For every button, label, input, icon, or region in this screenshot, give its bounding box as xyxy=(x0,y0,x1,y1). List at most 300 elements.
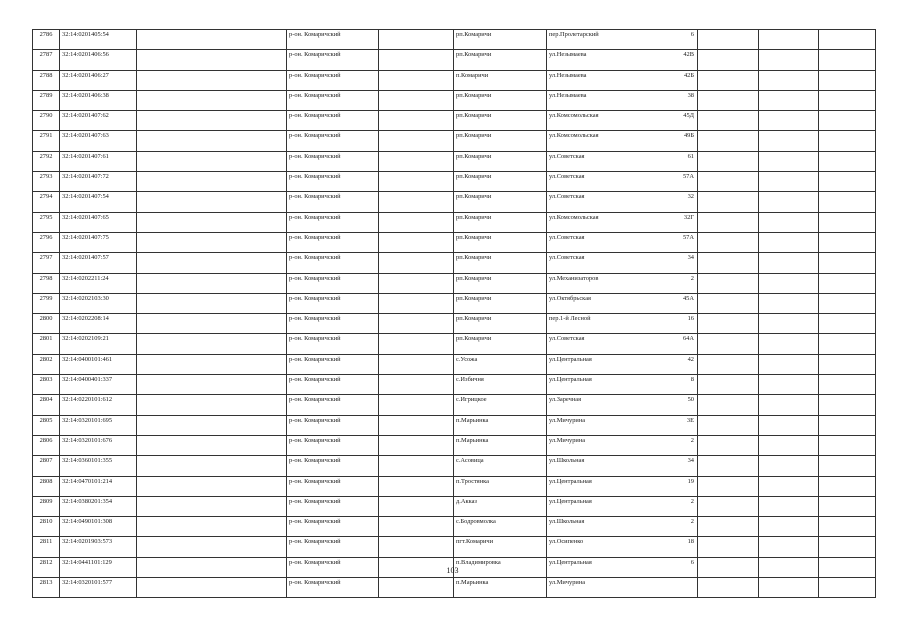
empty-cell xyxy=(379,151,454,171)
empty-cell xyxy=(698,111,759,131)
empty-cell xyxy=(379,111,454,131)
settlement-cell: с.Игрицкое xyxy=(454,395,547,415)
row-number-cell: 2787 xyxy=(33,50,60,70)
empty-cell xyxy=(137,435,287,455)
table-row xyxy=(33,395,876,415)
empty-cell xyxy=(379,334,454,354)
house-number-text: 45А xyxy=(682,294,694,302)
empty-cell xyxy=(379,212,454,232)
settlement-cell: рп.Комаричи xyxy=(454,314,547,334)
settlement-cell: п.Марьинка xyxy=(454,415,547,435)
district-cell: р-он. Комаричский xyxy=(287,111,379,131)
house-number-text: 57А xyxy=(682,173,694,181)
empty-cell xyxy=(137,253,287,273)
settlement-cell: с.Асовица xyxy=(454,456,547,476)
empty-cell xyxy=(819,212,876,232)
empty-cell xyxy=(379,253,454,273)
district-cell: р-он. Комаричский xyxy=(287,90,379,110)
empty-cell xyxy=(137,131,287,151)
district-cell: р-он. Комаричский xyxy=(287,212,379,232)
empty-cell xyxy=(137,111,287,131)
empty-cell xyxy=(379,496,454,516)
district-cell: р-он. Комаричский xyxy=(287,354,379,374)
cadastral-number-cell: 32:14:0201407:65 xyxy=(60,212,137,232)
street-house-cell xyxy=(547,517,698,537)
table-row xyxy=(33,435,876,455)
empty-cell xyxy=(819,293,876,313)
street-house-cell xyxy=(547,395,698,415)
empty-cell xyxy=(819,375,876,395)
street-house-cell xyxy=(547,90,698,110)
empty-cell xyxy=(759,151,819,171)
empty-cell xyxy=(137,151,287,171)
street-text: ул.Комсомольская xyxy=(549,213,599,221)
district-cell: р-он. Комаричский xyxy=(287,334,379,354)
settlement-cell: рп.Комаричи xyxy=(454,253,547,273)
district-cell: р-он. Комаричский xyxy=(287,415,379,435)
street-house-cell xyxy=(547,476,698,496)
empty-cell xyxy=(698,476,759,496)
registry-table-body xyxy=(33,30,876,598)
empty-cell xyxy=(819,192,876,212)
empty-cell xyxy=(698,354,759,374)
house-number-text: 45Д xyxy=(683,112,694,120)
house-number-text: 6 xyxy=(690,558,694,566)
empty-cell xyxy=(698,172,759,192)
house-number-text: 34 xyxy=(687,254,694,262)
house-number-text: 18 xyxy=(687,538,694,546)
table-row xyxy=(33,415,876,435)
empty-cell xyxy=(379,293,454,313)
empty-cell xyxy=(137,90,287,110)
empty-cell xyxy=(698,314,759,334)
street-house-cell xyxy=(547,30,698,50)
street-text: ул.Комсомольская xyxy=(549,132,599,140)
row-number-cell: 2799 xyxy=(33,293,60,313)
district-cell: р-он. Комаричский xyxy=(287,517,379,537)
table-row xyxy=(33,578,876,598)
district-cell: р-он. Комаричский xyxy=(287,253,379,273)
settlement-cell: рп.Комаричи xyxy=(454,172,547,192)
empty-cell xyxy=(759,131,819,151)
house-number-text: 16 xyxy=(687,315,694,323)
district-cell: р-он. Комаричский xyxy=(287,476,379,496)
row-number-cell: 2804 xyxy=(33,395,60,415)
empty-cell xyxy=(698,517,759,537)
empty-cell xyxy=(379,50,454,70)
empty-cell xyxy=(759,30,819,50)
table-row xyxy=(33,314,876,334)
cadastral-number-cell: 32:14:0201407:54 xyxy=(60,192,137,212)
row-number-cell: 2809 xyxy=(33,496,60,516)
empty-cell xyxy=(379,273,454,293)
street-house-cell xyxy=(547,131,698,151)
row-number-cell: 2798 xyxy=(33,273,60,293)
settlement-cell: п.Марьинка xyxy=(454,435,547,455)
row-number-cell: 2788 xyxy=(33,70,60,90)
street-house-cell xyxy=(547,212,698,232)
cadastral-number-cell: 32:14:0400101:461 xyxy=(60,354,137,374)
empty-cell xyxy=(379,395,454,415)
settlement-cell: п.Марьинка xyxy=(454,578,547,598)
settlement-cell: рп.Комаричи xyxy=(454,151,547,171)
street-text: ул.Советская xyxy=(549,173,585,181)
cadastral-number-cell: 32:14:0441101:129 xyxy=(60,557,137,577)
street-house-cell xyxy=(547,273,698,293)
street-text: пер.Пролетарский xyxy=(549,31,599,38)
street-house-cell xyxy=(547,415,698,435)
house-number-text: 50 xyxy=(687,396,694,404)
row-number-cell: 2789 xyxy=(33,90,60,110)
settlement-cell: с.Усожа xyxy=(454,354,547,374)
empty-cell xyxy=(698,375,759,395)
settlement-cell: с.Бодровмолка xyxy=(454,517,547,537)
table-row xyxy=(33,30,876,50)
street-text: ул.Октябрьская xyxy=(549,294,591,302)
street-text: ул.Советская xyxy=(549,193,585,201)
empty-cell xyxy=(379,192,454,212)
empty-cell xyxy=(819,70,876,90)
empty-cell xyxy=(698,70,759,90)
empty-cell xyxy=(137,50,287,70)
cadastral-number-cell: 32:14:0201407:62 xyxy=(60,111,137,131)
street-text: пер.1-й Лесной xyxy=(549,315,591,323)
house-number-text: 42 xyxy=(687,355,694,363)
cadastral-number-cell: 32:14:0201407:72 xyxy=(60,172,137,192)
empty-cell xyxy=(698,212,759,232)
district-cell: р-он. Комаричский xyxy=(287,375,379,395)
street-text: ул.Механизаторов xyxy=(549,274,599,282)
street-text: ул.Советская xyxy=(549,335,585,343)
settlement-cell: рп.Комаричи xyxy=(454,334,547,354)
empty-cell xyxy=(379,435,454,455)
table-row xyxy=(33,354,876,374)
district-cell: р-он. Комаричский xyxy=(287,30,379,50)
table-row xyxy=(33,375,876,395)
settlement-cell: рп.Комаричи xyxy=(454,293,547,313)
empty-cell xyxy=(759,232,819,252)
street-text: ул.Мичурина xyxy=(549,579,586,587)
empty-cell xyxy=(819,456,876,476)
house-number-text: 32Г xyxy=(683,213,694,221)
street-house-cell xyxy=(547,293,698,313)
district-cell: р-он. Комаричский xyxy=(287,293,379,313)
empty-cell xyxy=(137,70,287,90)
cadastral-number-cell: 32:14:0201407:63 xyxy=(60,131,137,151)
street-text: ул.Незымаева xyxy=(549,91,587,99)
street-house-cell xyxy=(547,334,698,354)
empty-cell xyxy=(819,537,876,557)
table-row xyxy=(33,456,876,476)
empty-cell xyxy=(379,578,454,598)
empty-cell xyxy=(137,496,287,516)
row-number-cell: 2802 xyxy=(33,354,60,374)
empty-cell xyxy=(137,192,287,212)
row-number-cell: 2793 xyxy=(33,172,60,192)
street-house-cell xyxy=(547,435,698,455)
empty-cell xyxy=(698,50,759,70)
row-number-cell: 2811 xyxy=(33,537,60,557)
table-row xyxy=(33,212,876,232)
empty-cell xyxy=(137,537,287,557)
street-house-cell xyxy=(547,537,698,557)
cadastral-number-cell: 32:14:0201903:573 xyxy=(60,537,137,557)
empty-cell xyxy=(137,375,287,395)
row-number-cell: 2786 xyxy=(33,30,60,50)
empty-cell xyxy=(379,537,454,557)
street-text: ул.Центральная xyxy=(549,376,592,384)
house-number-text: 38 xyxy=(687,91,694,99)
empty-cell xyxy=(819,496,876,516)
table-row xyxy=(33,334,876,354)
empty-cell xyxy=(819,395,876,415)
settlement-cell: рп.Комаричи xyxy=(454,212,547,232)
empty-cell xyxy=(819,334,876,354)
house-number-text: 2 xyxy=(690,497,694,505)
empty-cell xyxy=(379,172,454,192)
row-number-cell: 2791 xyxy=(33,131,60,151)
district-cell: р-он. Комаричский xyxy=(287,50,379,70)
row-number-cell: 2805 xyxy=(33,415,60,435)
settlement-cell: д.Акказ xyxy=(454,496,547,516)
empty-cell xyxy=(759,476,819,496)
empty-cell xyxy=(137,172,287,192)
empty-cell xyxy=(759,578,819,598)
row-number-cell: 2806 xyxy=(33,435,60,455)
empty-cell xyxy=(698,435,759,455)
table-row xyxy=(33,172,876,192)
table-row xyxy=(33,111,876,131)
empty-cell xyxy=(759,537,819,557)
row-number-cell: 2813 xyxy=(33,578,60,598)
district-cell: р-он. Комаричский xyxy=(287,496,379,516)
street-house-cell xyxy=(547,578,698,598)
empty-cell xyxy=(759,273,819,293)
cadastral-number-cell: 32:14:0360101:355 xyxy=(60,456,137,476)
house-number-text: 6 xyxy=(690,31,694,38)
settlement-cell: п.Владимировка xyxy=(454,557,547,577)
empty-cell xyxy=(698,395,759,415)
empty-cell xyxy=(379,517,454,537)
district-cell: р-он. Комаричский xyxy=(287,232,379,252)
district-cell: р-он. Комаричский xyxy=(287,192,379,212)
empty-cell xyxy=(137,415,287,435)
house-number-text: 2 xyxy=(690,274,694,282)
row-number-cell: 2807 xyxy=(33,456,60,476)
cadastral-number-cell: 32:14:0470101:214 xyxy=(60,476,137,496)
district-cell: р-он. Комаричский xyxy=(287,172,379,192)
house-number-text: 61 xyxy=(687,152,694,160)
street-house-cell xyxy=(547,496,698,516)
empty-cell xyxy=(759,435,819,455)
empty-cell xyxy=(698,253,759,273)
street-text: ул.Незымаева xyxy=(549,71,587,79)
empty-cell xyxy=(819,232,876,252)
empty-cell xyxy=(759,456,819,476)
district-cell: р-он. Комаричский xyxy=(287,151,379,171)
empty-cell xyxy=(137,293,287,313)
row-number-cell: 2797 xyxy=(33,253,60,273)
district-cell: р-он. Комаричский xyxy=(287,456,379,476)
house-number-text: 57А xyxy=(682,233,694,241)
empty-cell xyxy=(379,354,454,374)
empty-cell xyxy=(759,111,819,131)
table-row xyxy=(33,70,876,90)
row-number-cell: 2790 xyxy=(33,111,60,131)
empty-cell xyxy=(137,334,287,354)
row-number-cell: 2795 xyxy=(33,212,60,232)
settlement-cell: рп.Комаричи xyxy=(454,192,547,212)
empty-cell xyxy=(819,354,876,374)
street-house-cell xyxy=(547,253,698,273)
cadastral-number-cell: 32:14:0490101:308 xyxy=(60,517,137,537)
table-row xyxy=(33,517,876,537)
cadastral-number-cell: 32:14:0202103:30 xyxy=(60,293,137,313)
table-row xyxy=(33,537,876,557)
empty-cell xyxy=(698,334,759,354)
street-house-cell xyxy=(547,456,698,476)
street-text: ул.Мичурина xyxy=(549,416,586,424)
row-number-cell: 2794 xyxy=(33,192,60,212)
cadastral-number-cell: 32:14:0201406:38 xyxy=(60,90,137,110)
row-number-cell: 2800 xyxy=(33,314,60,334)
street-text: ул.Комсомольская xyxy=(549,112,599,120)
table-row xyxy=(33,232,876,252)
empty-cell xyxy=(379,456,454,476)
table-row xyxy=(33,476,876,496)
empty-cell xyxy=(137,476,287,496)
district-cell: р-он. Комаричский xyxy=(287,557,379,577)
empty-cell xyxy=(698,578,759,598)
empty-cell xyxy=(698,496,759,516)
empty-cell xyxy=(759,253,819,273)
table-row xyxy=(33,273,876,293)
empty-cell xyxy=(819,50,876,70)
table-row xyxy=(33,293,876,313)
district-cell: р-он. Комаричский xyxy=(287,578,379,598)
street-text: ул.Советская xyxy=(549,233,585,241)
empty-cell xyxy=(759,496,819,516)
table-row xyxy=(33,131,876,151)
empty-cell xyxy=(819,172,876,192)
empty-cell xyxy=(759,50,819,70)
settlement-cell: рп.Комаричи xyxy=(454,90,547,110)
empty-cell xyxy=(137,232,287,252)
empty-cell xyxy=(759,395,819,415)
street-text: ул.Центральная xyxy=(549,558,592,566)
empty-cell xyxy=(819,435,876,455)
empty-cell xyxy=(379,375,454,395)
empty-cell xyxy=(819,151,876,171)
empty-cell xyxy=(759,172,819,192)
empty-cell xyxy=(137,517,287,537)
cadastral-number-cell: 32:14:0201407:57 xyxy=(60,253,137,273)
table-row xyxy=(33,90,876,110)
empty-cell xyxy=(698,273,759,293)
house-number-text: 32 xyxy=(687,193,694,201)
row-number-cell: 2801 xyxy=(33,334,60,354)
street-text: ул.Центральная xyxy=(549,497,592,505)
empty-cell xyxy=(379,90,454,110)
settlement-cell: рп.Комаричи xyxy=(454,131,547,151)
row-number-cell: 2810 xyxy=(33,517,60,537)
empty-cell xyxy=(819,131,876,151)
empty-cell xyxy=(698,131,759,151)
empty-cell xyxy=(137,578,287,598)
house-number-text: 2 xyxy=(690,436,694,444)
empty-cell xyxy=(819,90,876,110)
settlement-cell: п.Тростянка xyxy=(454,476,547,496)
cadastral-number-cell: 32:14:0320101:676 xyxy=(60,435,137,455)
empty-cell xyxy=(698,415,759,435)
empty-cell xyxy=(819,30,876,50)
empty-cell xyxy=(698,90,759,110)
street-house-cell xyxy=(547,354,698,374)
empty-cell xyxy=(759,293,819,313)
street-house-cell xyxy=(547,151,698,171)
empty-cell xyxy=(819,273,876,293)
empty-cell xyxy=(759,375,819,395)
empty-cell xyxy=(759,517,819,537)
empty-cell xyxy=(698,151,759,171)
empty-cell xyxy=(698,293,759,313)
house-number-text: 42Б xyxy=(683,71,694,79)
district-cell: р-он. Комаричский xyxy=(287,70,379,90)
settlement-cell: рп.Комаричи xyxy=(454,30,547,50)
empty-cell xyxy=(759,334,819,354)
empty-cell xyxy=(379,131,454,151)
empty-cell xyxy=(698,192,759,212)
empty-cell xyxy=(698,537,759,557)
street-house-cell xyxy=(547,50,698,70)
settlement-cell: рп.Комаричи xyxy=(454,273,547,293)
cadastral-number-cell: 32:14:0400401:337 xyxy=(60,375,137,395)
empty-cell xyxy=(379,232,454,252)
row-number-cell: 2803 xyxy=(33,375,60,395)
empty-cell xyxy=(819,253,876,273)
district-cell: р-он. Комаричский xyxy=(287,537,379,557)
empty-cell xyxy=(698,232,759,252)
empty-cell xyxy=(819,314,876,334)
page-number: 103 xyxy=(446,566,459,575)
empty-cell xyxy=(698,456,759,476)
house-number-text: 8 xyxy=(690,376,694,384)
street-text: ул.Школьная xyxy=(549,457,585,465)
district-cell: р-он. Комаричский xyxy=(287,314,379,334)
table-row xyxy=(33,192,876,212)
district-cell: р-он. Комаричский xyxy=(287,395,379,415)
empty-cell xyxy=(759,90,819,110)
empty-cell xyxy=(379,70,454,90)
empty-cell xyxy=(137,314,287,334)
cadastral-number-cell: 32:14:0320101:577 xyxy=(60,578,137,598)
empty-cell xyxy=(759,192,819,212)
row-number-cell: 2808 xyxy=(33,476,60,496)
empty-cell xyxy=(379,314,454,334)
house-number-text: 64А xyxy=(682,335,694,343)
empty-cell xyxy=(819,578,876,598)
house-number-text: 49Б xyxy=(683,132,694,140)
empty-cell xyxy=(759,314,819,334)
house-number-text: 19 xyxy=(687,477,694,485)
street-house-cell xyxy=(547,314,698,334)
table-row xyxy=(33,253,876,273)
street-house-cell xyxy=(547,111,698,131)
empty-cell xyxy=(379,30,454,50)
cadastral-number-cell: 32:14:0202211:24 xyxy=(60,273,137,293)
house-number-text: 3Е xyxy=(686,416,694,424)
empty-cell xyxy=(819,476,876,496)
